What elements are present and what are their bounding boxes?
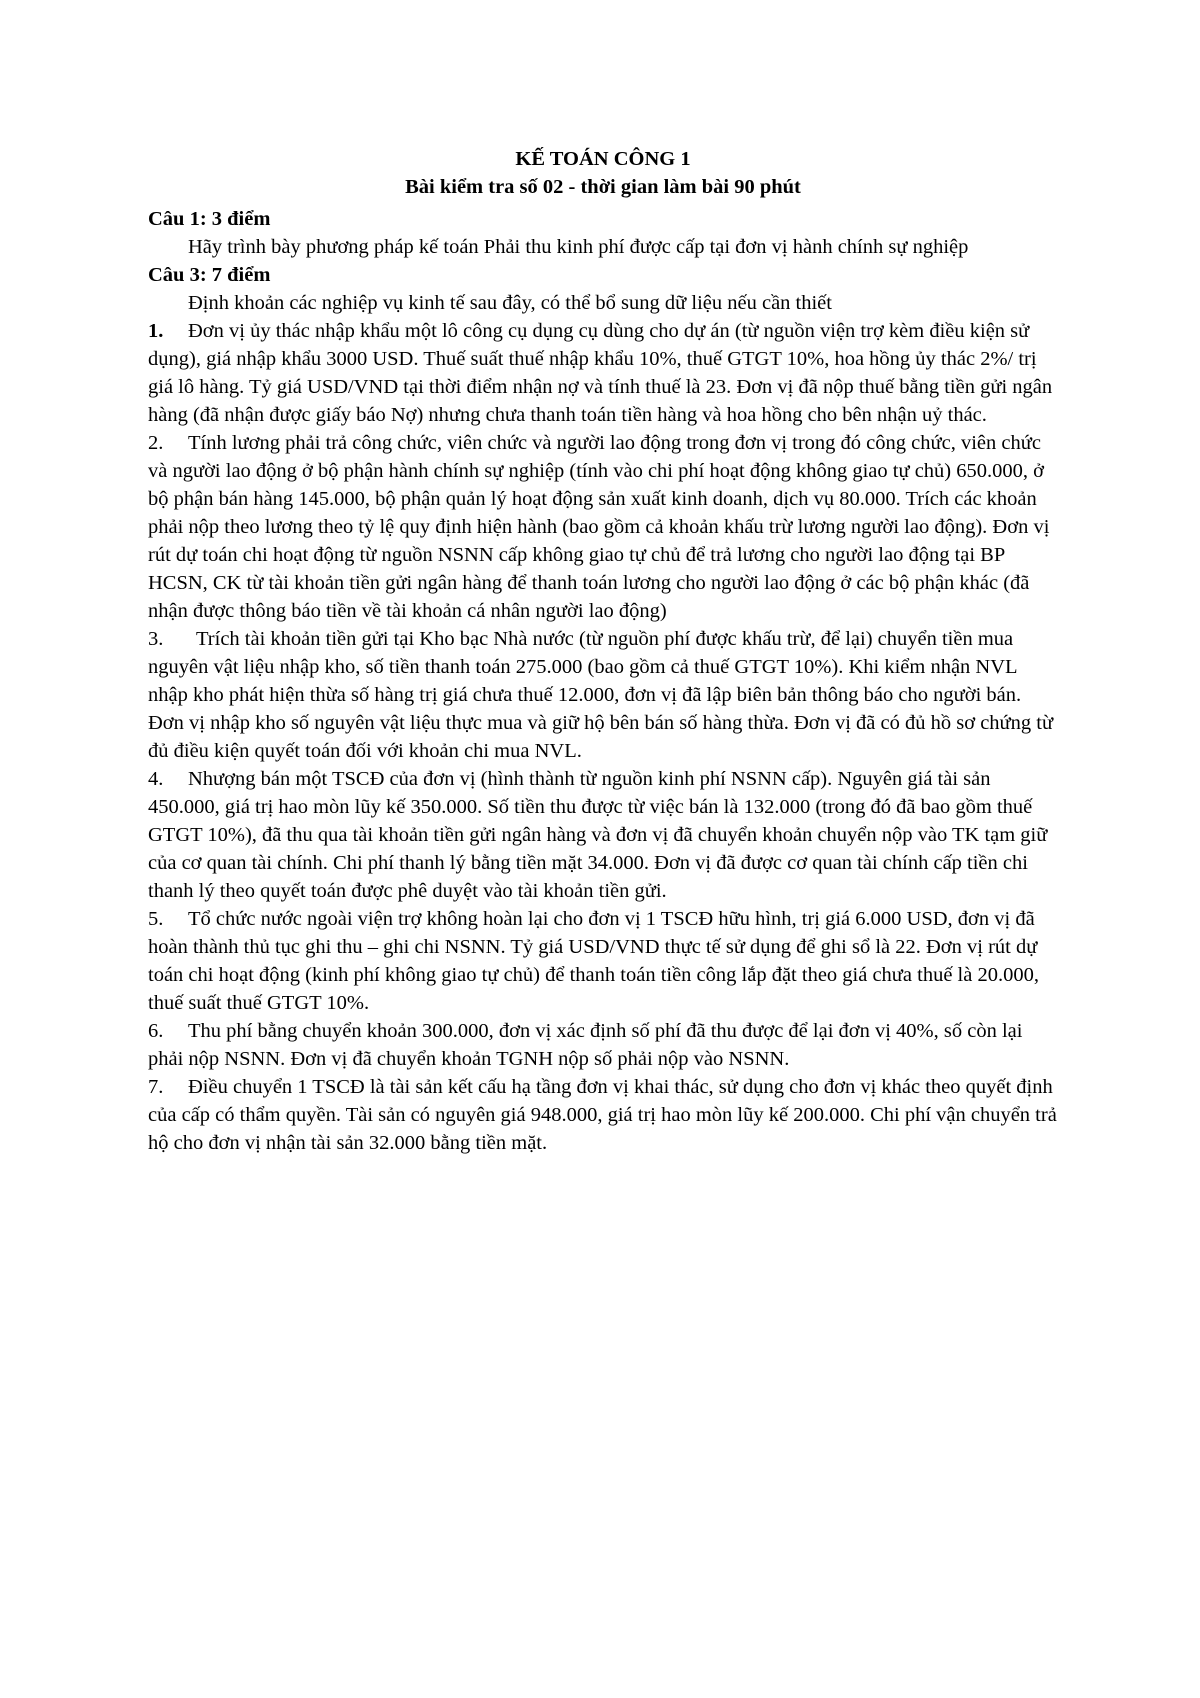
- list-item: [148, 1073, 1058, 1157]
- question-3-heading: Câu 3: 7 điểm: [148, 264, 271, 286]
- exam-page: [148, 145, 1058, 1157]
- item-number: 4.: [148, 768, 164, 790]
- list-item: [148, 317, 1058, 429]
- question-1-heading: Câu 1: 3 điểm: [148, 208, 271, 230]
- item-text: Điều chuyển 1 TSCĐ là tài sản kết cấu hạ tầng đơn vị khai thác, sử dụng cho đơn vị khác theo quyết định của cấp có thẩm quyền. Tài sản có nguyên giá 948.000, giá trị hao mòn lũy kế 200.000. Chi phí vận chuyển trả hộ cho đơn vị nhận tài sản 32.000 bằng tiền mặt.: [148, 1076, 1057, 1154]
- item-text: Đơn vị ủy thác nhập khẩu một lô công cụ dụng cụ dùng cho dự án (từ nguồn viện trợ kèm điều kiện sử dụng), giá nhập khẩu 3000 USD. Thuế suất thuế nhập khẩu 10%, thuế GTGT 10%, hoa hồng ủy thác 2%/ trị giá lô hàng. Tỷ giá USD/VND tại thời điểm nhận nợ và tính thuế là 23. Đơn vị đã nộp thuế bằng tiền gửi ngân hàng (đã nhận được giấy báo Nợ) nhưng chưa thanh toán tiền hàng và hoa hồng cho bên nhận uỷ thác.: [148, 320, 1053, 426]
- item-number: 1.: [148, 320, 164, 342]
- item-text: Tổ chức nước ngoài viện trợ không hoàn lại cho đơn vị 1 TSCĐ hữu hình, trị giá 6.000 USD, đơn vị đã hoàn thành thủ tục ghi thu – ghi chi NSNN. Tỷ giá USD/VND thực tế sử dụng để ghi sổ là 22. Đơn vị rút dự toán chi hoạt động (kinh phí không giao tự chủ) để thanh toán tiền công lắp đặt theo giá chưa thuế là 20.000, thuế suất thuế GTGT 10%.: [148, 908, 1039, 1014]
- question-1-text: Hãy trình bày phương pháp kế toán Phải thu kinh phí được cấp tại đơn vị hành chính sự nghiệp: [188, 236, 969, 258]
- list-item: [148, 1017, 1058, 1073]
- list-item: [148, 429, 1058, 625]
- item-number: 3.: [148, 628, 164, 650]
- item-number: 2.: [148, 432, 164, 454]
- item-text: Thu phí bằng chuyển khoản 300.000, đơn vị xác định số phí đã thu được để lại đơn vị 40%, số còn lại phải nộp NSNN. Đơn vị đã chuyển khoản TGNH nộp số phải nộp vào NSNN.: [148, 1020, 1023, 1070]
- question-3-intro: Định khoản các nghiệp vụ kinh tế sau đây, có thể bổ sung dữ liệu nếu cần thiết: [188, 292, 832, 314]
- list-item: [148, 625, 1058, 765]
- item-text: Tính lương phải trả công chức, viên chức và người lao động trong đơn vị trong đó công chức, viên chức và người lao động ở bộ phận hành chính sự nghiệp (tính vào chi phí hoạt động không giao tự chủ) 650.000, ở bộ phận bán hàng 145.000, bộ phận quản lý hoạt động sản xuất kinh doanh, dịch vụ 80.000. Trích các khoản phải nộp theo lương theo tỷ lệ quy định hiện hành (bao gồm cả khoản khấu trừ lương người lao động). Đơn vị rút dự toán chi hoạt động từ nguồn NSNN cấp không giao tự chủ để trả lương cho người lao động tại BP HCSN, CK từ tài khoản tiền gửi ngân hàng để thanh toán lương cho người lao động ở các bộ phận khác (đã nhận được thông báo tiền về tài khoản cá nhân người lao động): [148, 432, 1050, 622]
- page-title: KẾ TOÁN CÔNG 1: [515, 148, 691, 170]
- list-item: [148, 905, 1058, 1017]
- item-number: 6.: [148, 1020, 164, 1042]
- item-text: Trích tài khoản tiền gửi tại Kho bạc Nhà nước (từ nguồn phí được khấu trừ, để lại) chuyển tiền mua nguyên vật liệu nhập kho, số tiền thanh toán 275.000 (bao gồm cả thuế GTGT 10%). Khi kiểm nhận NVL nhập kho phát hiện thừa số hàng trị giá chưa thuế 12.000, đơn vị đã lập biên bản thông báo cho người bán. Đơn vị nhập kho số nguyên vật liệu thực mua và giữ hộ bên bán số hàng thừa. Đơn vị đã có đủ hồ sơ chứng từ đủ điều kiện quyết toán đối với khoản chi mua NVL.: [148, 628, 1054, 762]
- item-text: Nhượng bán một TSCĐ của đơn vị (hình thành từ nguồn kinh phí NSNN cấp). Nguyên giá tài sản 450.000, giá trị hao mòn lũy kế 350.000. Số tiền thu được từ việc bán là 132.000 (trong đó đã bao gồm thuế GTGT 10%), đã thu qua tài khoản tiền gửi ngân hàng và đơn vị đã chuyển khoản chuyển nộp vào TK tạm giữ của cơ quan tài chính. Chi phí thanh lý bằng tiền mặt 34.000. Đơn vị đã được cơ quan tài chính cấp tiền chi thanh lý theo quyết toán được phê duyệt vào tài khoản tiền gửi.: [148, 768, 1048, 902]
- list-item: [148, 765, 1058, 905]
- page-subtitle: Bài kiểm tra số 02 - thời gian làm bài 90 phút: [405, 176, 801, 198]
- item-number: 5.: [148, 908, 164, 930]
- item-number: 7.: [148, 1076, 164, 1098]
